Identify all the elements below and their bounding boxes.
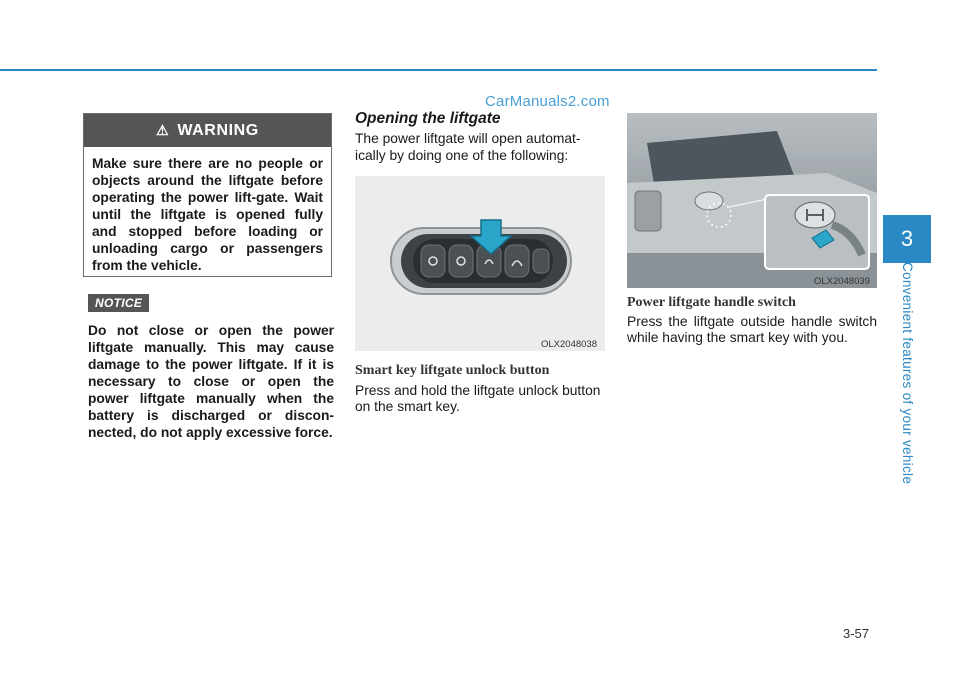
- smart-key-heading: Smart key liftgate unlock button: [355, 363, 550, 378]
- warning-box: [83, 113, 332, 277]
- notice-badge: NOTICE: [88, 294, 149, 312]
- chapter-title-text: Convenient features of your vehicle: [900, 262, 915, 485]
- smart-key-text: Press and hold the liftgate unlock button on the smart key.: [355, 383, 601, 414]
- warning-triangle-icon: ⚠: [156, 122, 170, 138]
- liftgate-illustration: [627, 113, 877, 288]
- handle-switch-heading: Power liftgate handle switch: [627, 295, 796, 310]
- warning-header: [84, 114, 331, 147]
- smart-key-figure: [355, 176, 605, 351]
- section-intro: The power liftgate will open automat-ically by doing one of the following:: [355, 131, 581, 163]
- header-rule: [0, 69, 877, 71]
- liftgate-handle-figure: [627, 113, 877, 288]
- chapter-tab[interactable]: 3: [883, 215, 931, 263]
- handle-switch-text: Press the liftgate outside handle switch while having the smart key with you.: [627, 314, 877, 345]
- smart-key-figure-code: OLX2048038: [541, 339, 597, 350]
- warning-label: WARNING: [177, 121, 259, 139]
- section-heading: Opening the liftgate: [355, 110, 501, 127]
- handle-switch-figure-code: OLX2048039: [814, 276, 870, 287]
- watermark[interactable]: CarManuals2.com: [485, 93, 610, 110]
- warning-text: Make sure there are no people or objects around the liftgate before operating the power lift-gate. Wait until the liftgate is opened fully and stopped before loading or unloading cargo or passengers from the vehicle.: [92, 156, 323, 273]
- smart-key-illustration: [355, 176, 605, 351]
- page-number: 3-57: [843, 626, 870, 641]
- notice-text: Do not close or open the power liftgate manually. This may cause damage to the power liftgate. If it is necessary to close or open the power liftgate manually when the battery is discharged or discon-nected, do not apply excessive force.: [88, 323, 334, 440]
